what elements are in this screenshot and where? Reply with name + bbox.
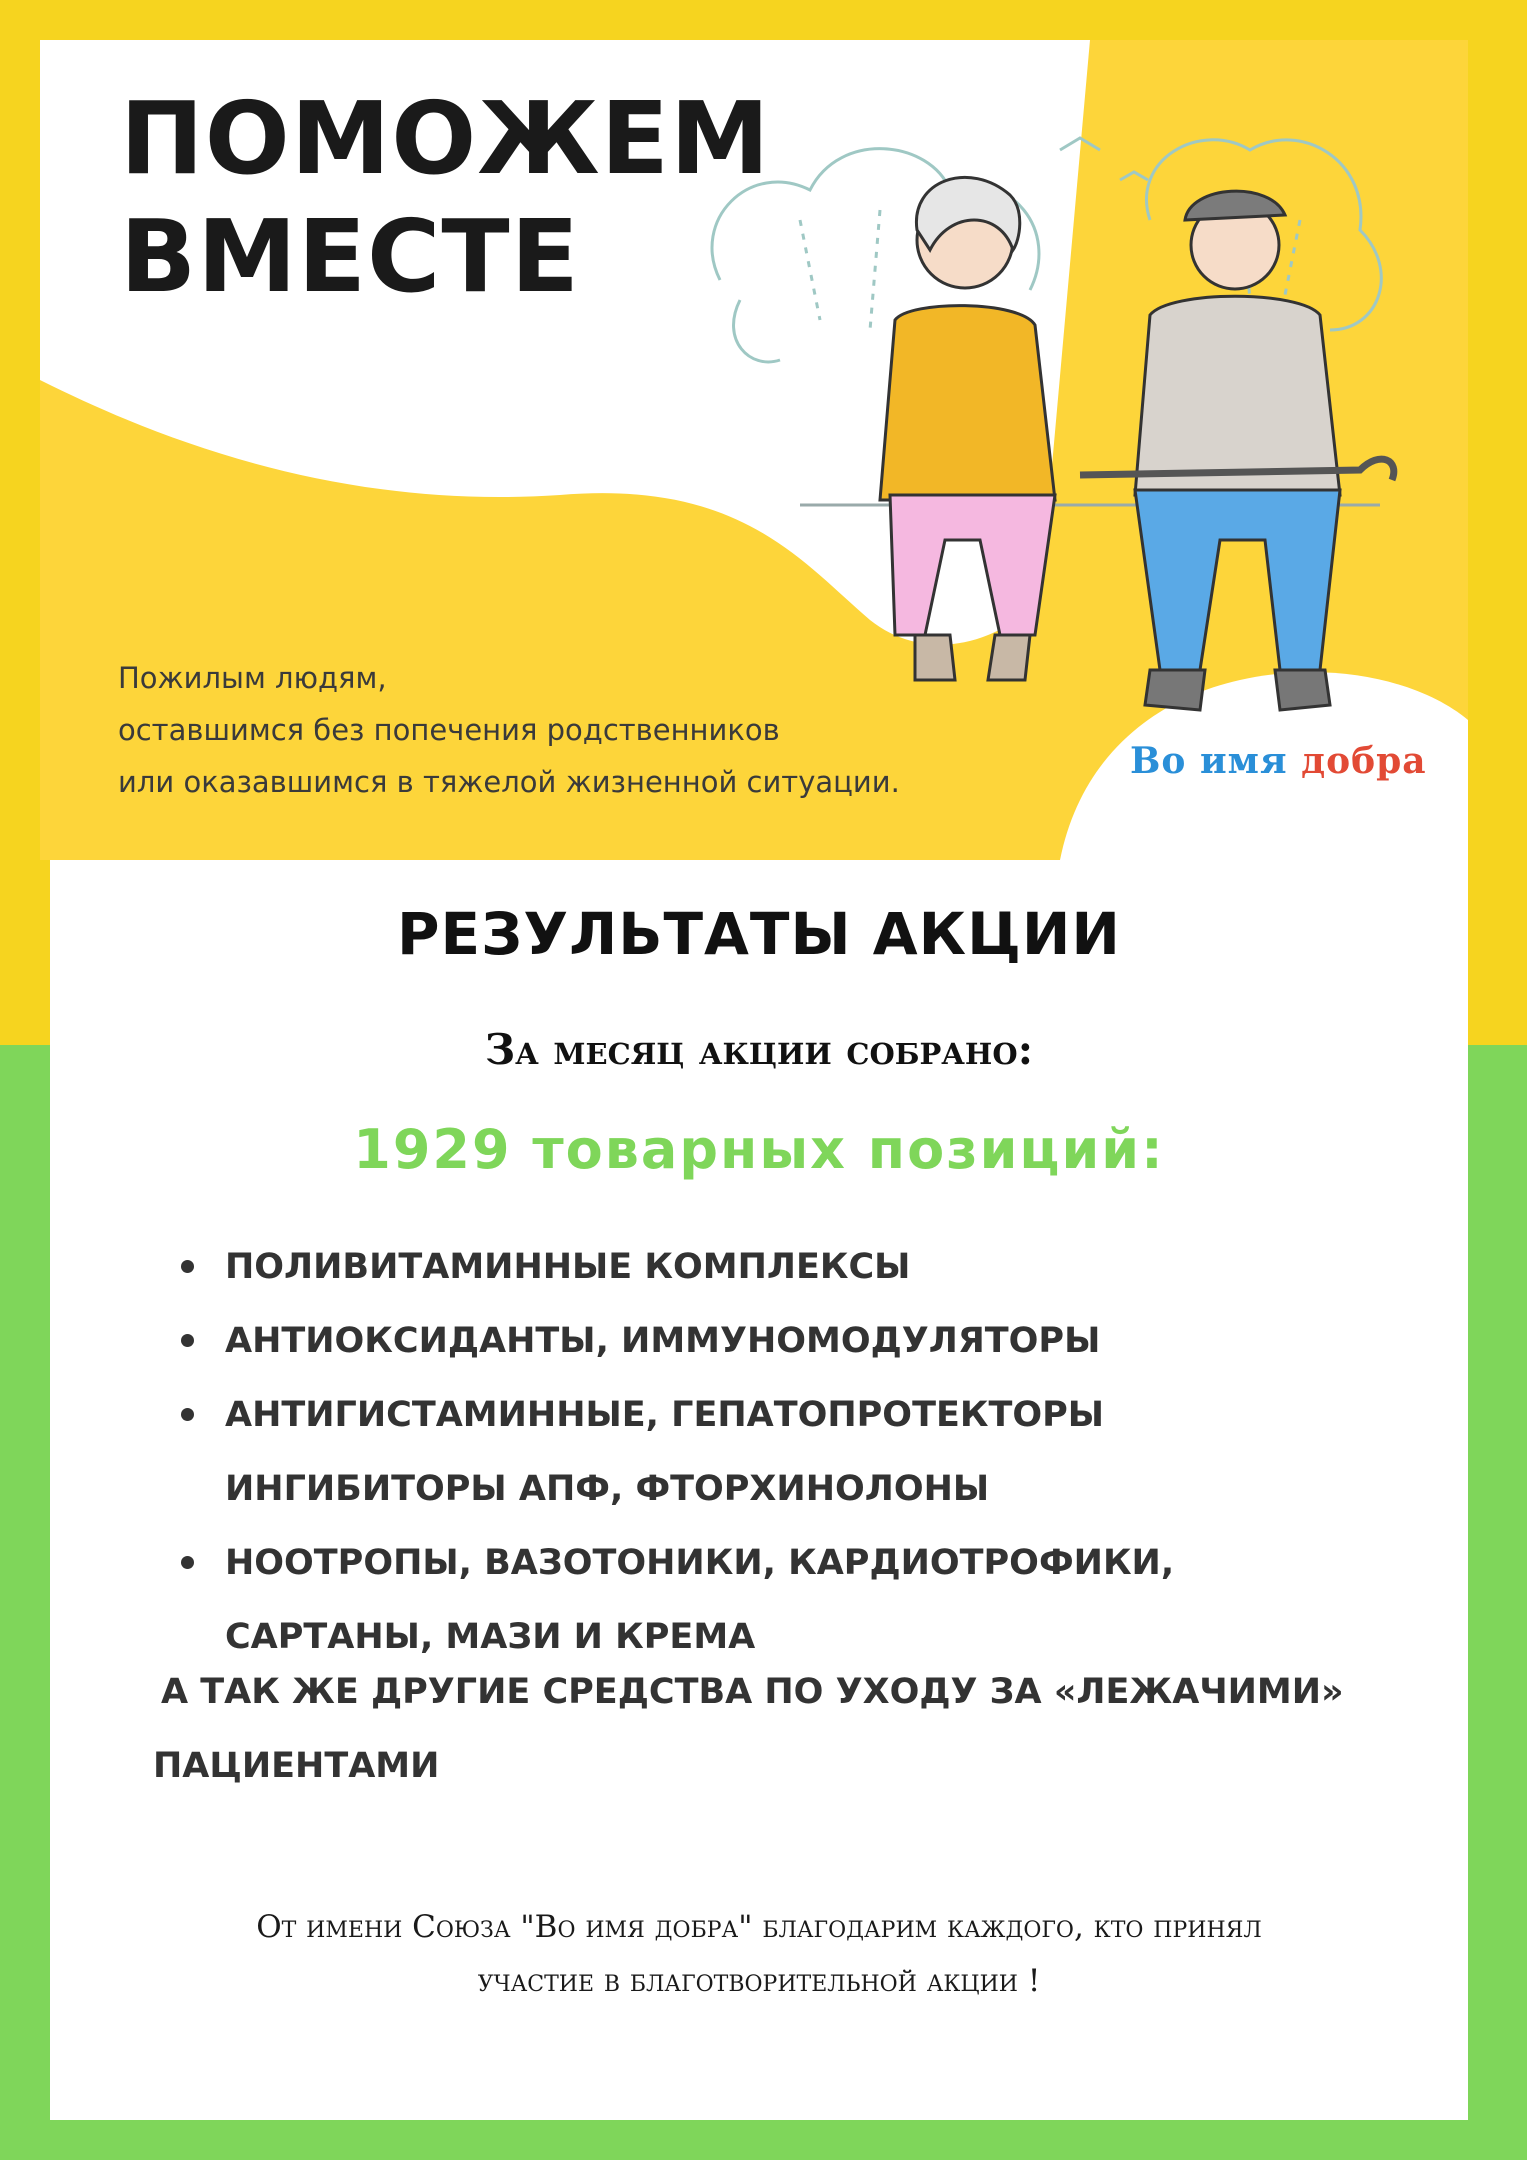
subtitle-line-1: Пожилым людям,	[118, 661, 387, 695]
logo-text-part-2: добра	[1301, 740, 1427, 782]
items-count: 1929 товарных позиций:	[353, 1118, 1165, 1181]
grandmother-figure	[880, 177, 1055, 680]
subtitle-line-3: или оказавшимся в тяжелой жизненной ситуации.	[118, 765, 900, 799]
list-item-line: АНТИОКСИДАНТЫ, ИММУНОМОДУЛЯТОРЫ	[225, 1321, 1101, 1361]
thanks-line-2: участие в благотворительной акции !	[477, 1963, 1041, 1999]
list-item	[175, 1378, 1174, 1526]
list-item	[175, 1526, 1174, 1674]
results-card	[50, 860, 1468, 2120]
headline-line-1: ПОМОЖЕМ	[120, 80, 771, 197]
headline-line-2: ВМЕСТЕ	[120, 198, 580, 315]
other-supplies-note	[153, 1655, 1453, 1803]
other-supplies-line-1: А ТАК ЖЕ ДРУГИЕ СРЕДСТВА ПО УХОДУ ЗА «ЛЕЖАЧИМИ»	[161, 1672, 1344, 1712]
thanks-message	[50, 1900, 1468, 2008]
thanks-line-1: От имени Союза "Во имя добра" благодарим каждого, кто принял	[256, 1909, 1262, 1945]
logo-text-part-1: Во имя	[1130, 740, 1288, 782]
list-item-line: НООТРОПЫ, ВАЗОТОНИКИ, КАРДИОТРОФИКИ,	[225, 1543, 1175, 1583]
banner	[40, 40, 1468, 860]
organization-logo	[1130, 740, 1427, 782]
subtitle-line-2: оставшимся без попечения родственников	[118, 713, 780, 747]
other-supplies-line-2: ПАЦИЕНТАМИ	[153, 1746, 440, 1786]
list-item	[175, 1304, 1174, 1378]
results-title: РЕЗУЛЬТАТЫ АКЦИИ	[397, 900, 1121, 968]
headline	[120, 80, 770, 316]
list-item	[175, 1230, 1174, 1304]
collected-label: За месяц акции собрано:	[484, 1025, 1034, 1074]
list-item-line: ПОЛИВИТАМИННЫЕ КОМПЛЕКСЫ	[225, 1247, 911, 1287]
list-item-line: САРТАНЫ, МАЗИ И КРЕМА	[225, 1617, 756, 1657]
banner-subtitle	[118, 652, 900, 808]
list-item-line: АНТИГИСТАМИННЫЕ, ГЕПАТОПРОТЕКТОРЫ	[225, 1395, 1104, 1435]
collected-items-list	[175, 1230, 1174, 1674]
elderly-couple-illustration	[680, 100, 1400, 740]
grandfather-figure	[1080, 191, 1394, 710]
list-item-line: ИНГИБИТОРЫ АПФ, ФТОРХИНОЛОНЫ	[225, 1469, 990, 1509]
